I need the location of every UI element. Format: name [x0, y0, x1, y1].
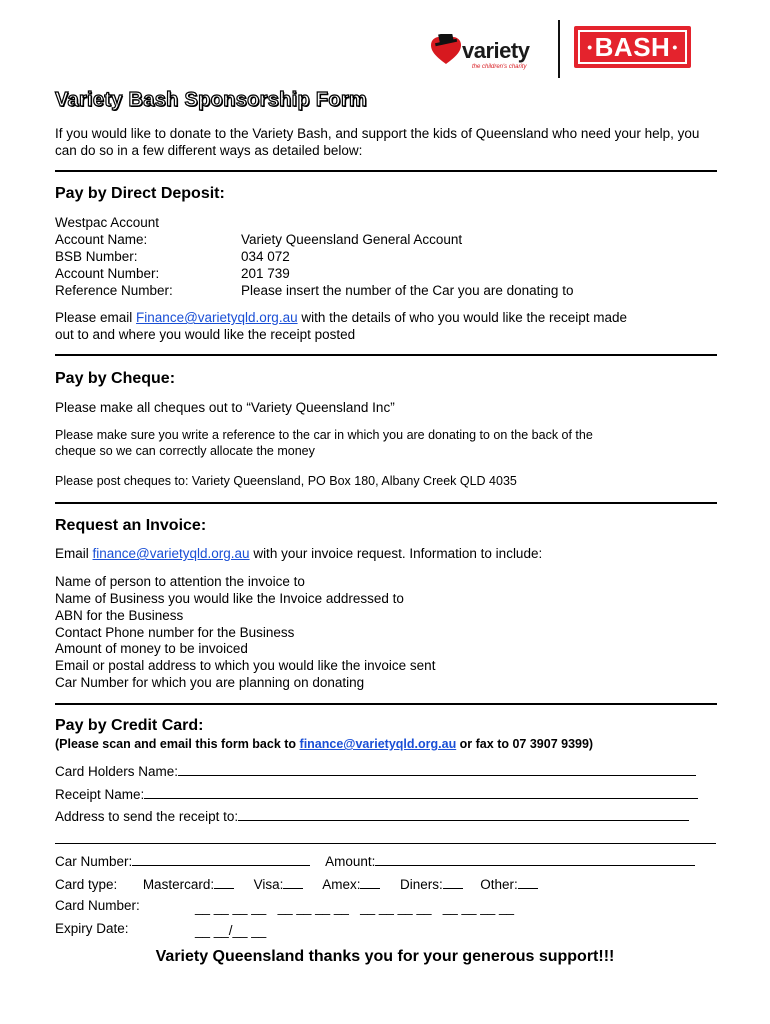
section-divider	[55, 703, 717, 705]
amex-checkbox[interactable]	[360, 876, 380, 889]
form-title: Variety Bash Sponsorship Form	[55, 89, 368, 111]
deposit-email-pre: Please email	[55, 310, 137, 325]
expiry-field[interactable]: __ __/__ __	[195, 923, 267, 938]
card-type-label: Card type:	[55, 877, 118, 892]
amex-label: Amex:	[322, 877, 361, 892]
bsb-label: BSB Number:	[55, 249, 138, 264]
variety-logo-tagline: the children's charity	[472, 64, 527, 70]
receipt-address-field[interactable]	[238, 808, 689, 821]
card-type-row	[55, 876, 538, 892]
card-number-field[interactable]: __ __ __ __ __ __ __ __ __ __ __ __ __ __ __ __	[195, 900, 515, 915]
invoice-item: Contact Phone number for the Business	[55, 625, 295, 640]
account-name-value: Variety Queensland General Account	[241, 232, 463, 247]
expiry-row	[55, 921, 129, 936]
card-number-label: Card Number:	[55, 898, 140, 913]
car-number-field[interactable]	[132, 853, 310, 866]
invoice-email-link[interactable]: finance@varietyqld.org.au	[92, 546, 250, 561]
reference-number-value: Please insert the number of the Car you are donating to	[241, 283, 574, 298]
section-divider	[55, 502, 717, 504]
bash-logo: • BASH •	[574, 26, 691, 68]
credit-card-note	[55, 737, 593, 751]
thank-you-message: Variety Queensland thanks you for your generous support!!!	[155, 948, 615, 965]
card-holders-name-row	[55, 763, 696, 779]
mastercard-label: Mastercard:	[142, 877, 215, 892]
receipt-address-row	[55, 808, 689, 824]
invoice-email-pre: Email	[55, 546, 93, 561]
invoice-item: Car Number for which you are planning on donating	[55, 675, 365, 690]
bank-name: Westpac Account	[55, 215, 160, 230]
cc-note-email-link[interactable]: finance@varietyqld.org.au	[299, 737, 457, 751]
card-number-row	[55, 898, 140, 913]
cc-note-pre: (Please scan and email this form back to	[55, 737, 300, 751]
section-divider	[55, 354, 717, 356]
cc-note-post: or fax to 07 3907 9399)	[456, 737, 594, 751]
account-number-label: Account Number:	[55, 266, 160, 281]
cheque-post-address: Please post cheques to: Variety Queensland, PO Box 180, Albany Creek QLD 4035	[55, 474, 517, 488]
logo-divider	[558, 20, 560, 78]
amount-label: Amount:	[325, 854, 376, 869]
account-name-label: Account Name:	[55, 232, 148, 247]
card-holders-name-field[interactable]	[178, 763, 696, 776]
visa-checkbox[interactable]	[283, 876, 303, 889]
card-holders-name-label: Card Holders Name:	[55, 764, 179, 779]
account-number-value: 201 739	[241, 266, 290, 281]
diners-checkbox[interactable]	[443, 876, 463, 889]
invoice-email-line	[55, 546, 542, 561]
visa-label: Visa:	[253, 877, 284, 892]
car-amount-row	[55, 853, 695, 869]
mastercard-checkbox[interactable]	[214, 876, 234, 889]
cheque-payee-line: Please make all cheques out to “Variety Queensland Inc”	[55, 400, 395, 415]
other-label: Other:	[480, 877, 518, 892]
variety-logo	[426, 24, 551, 78]
header-logos	[426, 16, 716, 78]
invoice-item: Name of Business you would like the Invoice addressed to	[55, 591, 404, 606]
invoice-item: Email or postal address to which you would like the invoice sent	[55, 658, 436, 673]
invoice-item: Name of person to attention the invoice to	[55, 574, 305, 589]
bsb-value: 034 072	[241, 249, 290, 264]
receipt-address-row-2	[55, 831, 716, 847]
invoice-item: ABN for the Business	[55, 608, 184, 623]
intro-text: If you would like to donate to the Variety Bash, and support the kids of Queensland who need your help, you can do so in a few different ways as detailed below:	[55, 126, 700, 158]
invoice-email-post: with your invoice request. Information to include:	[249, 546, 543, 561]
receipt-address-label: Address to send the receipt to:	[55, 809, 239, 824]
amount-field[interactable]	[375, 853, 695, 866]
direct-deposit-heading: Pay by Direct Deposit:	[55, 185, 225, 202]
bash-logo-word: BASH	[594, 31, 671, 62]
variety-logo-word: variety	[462, 38, 530, 63]
heart-hat-icon	[429, 34, 463, 66]
receipt-address-field-2[interactable]	[55, 831, 716, 844]
deposit-email-line-2: out to and where you would like the receipt posted	[55, 327, 356, 342]
cheque-reference-line-2: cheque so we can correctly allocate the money	[55, 444, 315, 458]
car-number-label: Car Number:	[55, 854, 133, 869]
deposit-email-post: with the details of who you would like the receipt made	[297, 310, 628, 325]
receipt-name-row	[55, 786, 698, 802]
receipt-name-field[interactable]	[144, 786, 698, 799]
deposit-email-link[interactable]: Finance@varietyqld.org.au	[136, 310, 298, 325]
deposit-email-line	[55, 310, 627, 325]
cheque-reference-line-1: Please make sure you write a reference to the car in which you are donating to on the back of the	[55, 428, 593, 442]
expiry-label: Expiry Date:	[55, 921, 129, 936]
reference-number-label: Reference Number:	[55, 283, 173, 298]
credit-card-heading: Pay by Credit Card:	[55, 717, 204, 734]
invoice-item: Amount of money to be invoiced	[55, 641, 248, 656]
diners-label: Diners:	[399, 877, 443, 892]
cheque-heading: Pay by Cheque:	[55, 370, 176, 387]
receipt-name-label: Receipt Name:	[55, 787, 145, 802]
invoice-heading: Request an Invoice:	[55, 517, 207, 534]
other-checkbox[interactable]	[518, 876, 538, 889]
section-divider	[55, 170, 717, 172]
